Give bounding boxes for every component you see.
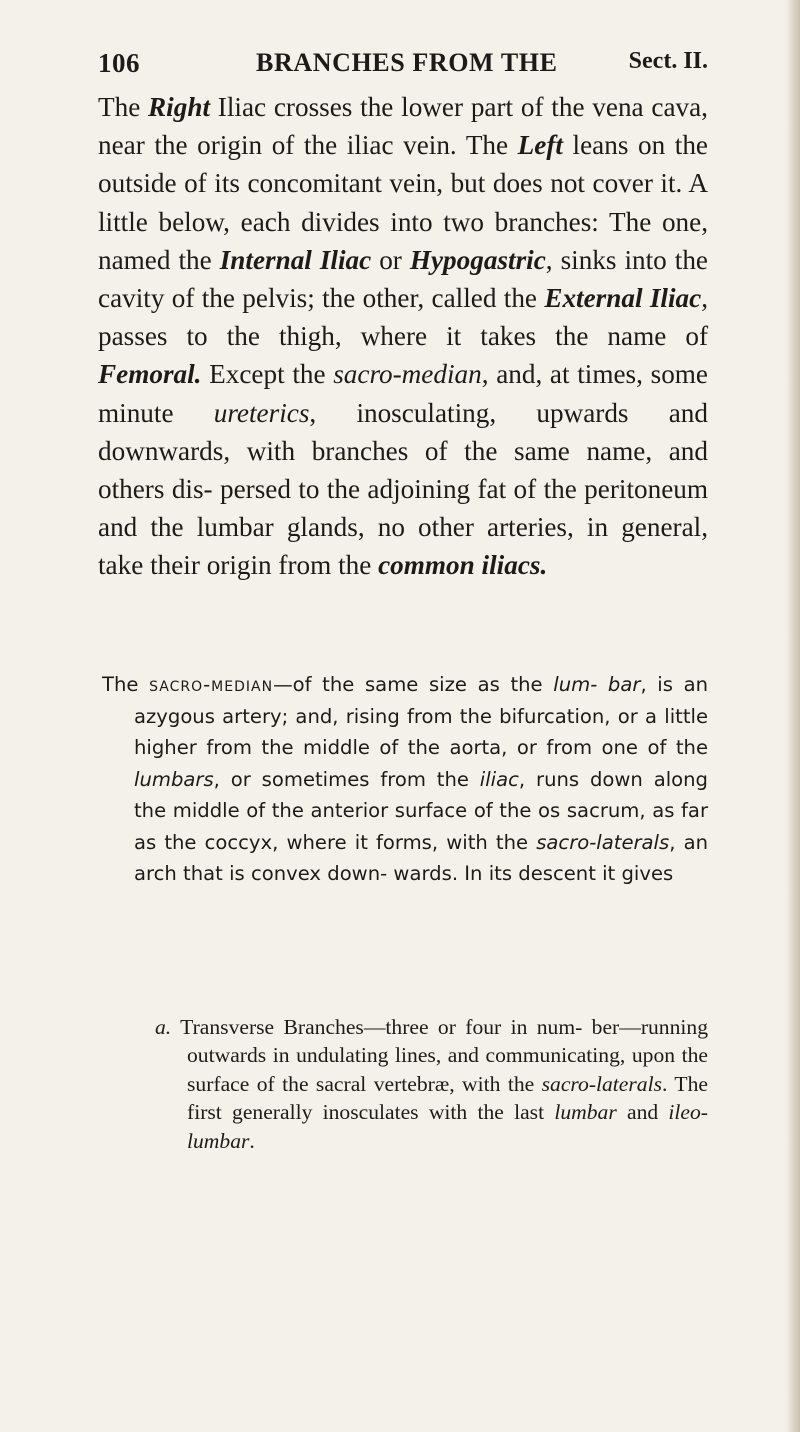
main-paragraph	[98, 88, 708, 585]
text-run: , sinks into the cavity of the pelvis; the other, called the	[98, 244, 708, 314]
text-run: and	[616, 1100, 669, 1125]
text-run: —of the same size as the	[273, 673, 554, 696]
term-ureterics: ureterics	[213, 397, 310, 428]
text-run: , runs down along the middle of the anterior surface of the os sacrum, as far as the coccyx, where it forms, with the	[134, 767, 708, 854]
text-run: Iliac crosses the lower part of the vena cava, near the origin of the iliac vein. The	[98, 92, 708, 161]
paragraph-iliac-branches	[98, 88, 708, 585]
text-run: leans on the outside of its concomitant vein, but does not cover it. A little below, each divides into two branches: The one, named the	[98, 130, 708, 275]
section-label: Sect. II.	[628, 48, 708, 74]
text-run: .	[249, 1128, 255, 1153]
term-hypogastric: Hypogastric	[409, 244, 546, 275]
text-run: or	[371, 244, 410, 275]
page-number: 106	[98, 48, 140, 78]
term-femoral: Femoral.	[98, 359, 202, 390]
term-sacro-median: sacro-median	[333, 359, 482, 390]
paragraph-sacro-median	[102, 669, 708, 890]
page-edge-shadow	[786, 0, 800, 1432]
text-run: The	[98, 92, 149, 122]
sacro-median-paragraph	[102, 669, 708, 890]
text-run: , is an azygous artery; and, rising from the bifurcation, or a little higher from the middle of the aorta, or from one of the	[134, 673, 709, 759]
term-iliac: iliac	[479, 767, 519, 791]
term-right: Right	[148, 92, 211, 122]
running-header	[98, 48, 708, 84]
running-title: BRANCHES FROM THE	[256, 48, 558, 77]
list-label: a.	[155, 1015, 172, 1039]
transverse-branches-paragraph	[155, 1013, 708, 1155]
text-run: The	[102, 673, 150, 696]
term-sacro-laterals: sacro-laterals	[536, 830, 670, 854]
text-run: Except the	[201, 359, 334, 390]
term-lumbar: lum- bar	[553, 673, 641, 696]
text-run: . The first generally inosculates with the last	[187, 1071, 708, 1125]
text-run: , an arch that is convex down- wards. In its descent it gives	[134, 830, 708, 885]
term-lumbar: lumbar	[554, 1100, 617, 1125]
text-run: , and, at times, some minute	[98, 359, 708, 428]
heading-sacro-median: sacro-median	[149, 673, 274, 696]
term-left: Left	[517, 130, 563, 161]
term-external-iliac: External Iliac	[544, 283, 702, 314]
text-run: , or sometimes from the	[213, 767, 480, 791]
term-lumbars: lumbars	[134, 767, 214, 791]
text-run: Transverse Branches—three or four in num- ber—running outwards in undulating lines, and communicating, upon the surface of the sacral vertebræ, with the	[171, 1015, 708, 1096]
term-internal-iliac: Internal Iliac	[219, 244, 372, 275]
text-run: , inosculating, upwards and downwards, with branches of the same name, and others dis- persed to the adjoining fat of the peritoneum and the lumbar glands, no other arteries, in general, take their origin from the	[98, 397, 708, 581]
text-run: , passes to the thigh, where it takes the name of	[98, 283, 708, 352]
paragraph-transverse-branches	[155, 1013, 708, 1155]
term-common-iliacs: common iliacs.	[378, 550, 548, 581]
term-ileo-lumbar: ileo-lumbar	[187, 1100, 708, 1153]
term-sacro-laterals: sacro-laterals	[541, 1071, 662, 1096]
